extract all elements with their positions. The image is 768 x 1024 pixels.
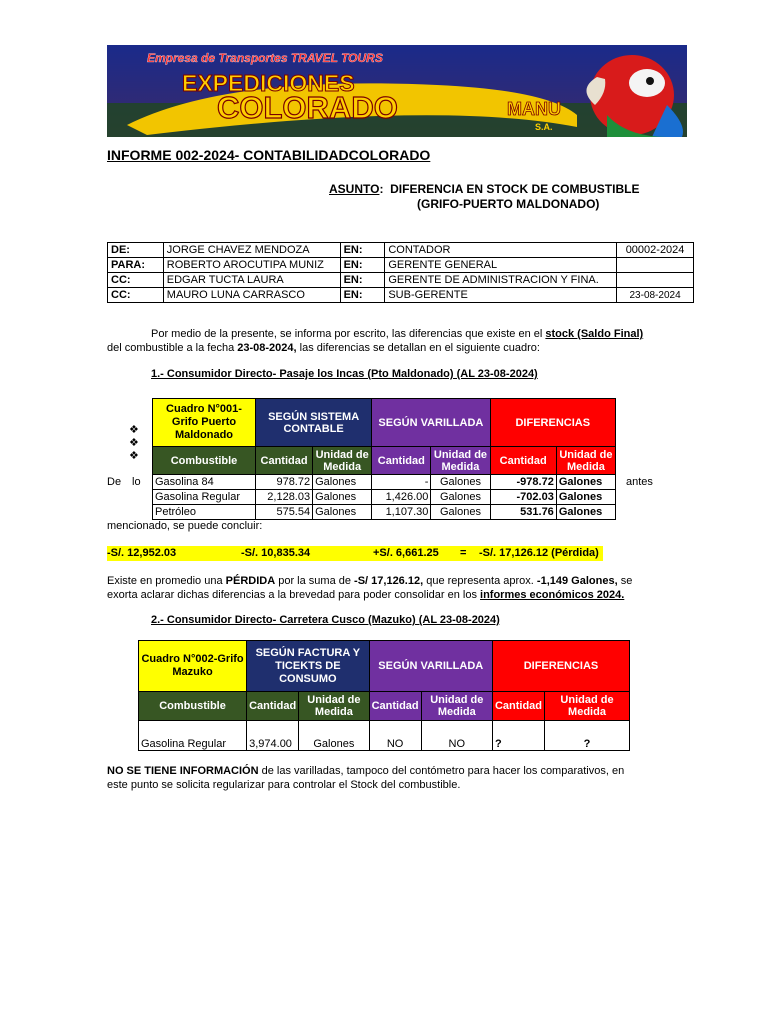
dipstick-unit: Galones <box>431 490 490 505</box>
document-number: 00002-2024 <box>617 243 694 258</box>
table2-header-row <box>139 641 630 692</box>
bullet-icon: ❖ <box>129 437 139 449</box>
fuel-name: Gasolina 84 <box>153 475 256 490</box>
difference-unit: Galones <box>556 505 615 520</box>
table2-unidad-header: Unidad de Medida <box>421 692 492 721</box>
intro-text-3: las diferencias se detallan en el siguiente cuadro: <box>299 342 540 354</box>
fuel-table-2 <box>138 640 630 751</box>
invoice-unit: Galones <box>299 721 369 751</box>
loss-text-3: que representa aprox. <box>426 575 534 587</box>
header-role: GERENTE GENERAL <box>385 258 617 273</box>
subject-line2: (GRIFO-PUERTO MALDONADO) <box>417 197 600 211</box>
table1-cantidad-header: Cantidad <box>490 447 556 475</box>
summary-value-c: +S/. 6,661.25 <box>373 547 439 559</box>
document-date: 23-08-2024 <box>617 288 694 303</box>
header-en: EN: <box>340 243 385 258</box>
closing-paragraph <box>107 764 667 792</box>
system-quantity: 575.54 <box>256 505 313 520</box>
header-name: JORGE CHAVEZ MENDOZA <box>163 243 340 258</box>
closing-text-1: de las varilladas, tampoco del contómetro para hacer los comparativos, en <box>261 765 625 777</box>
table2-cantidad-header: Cantidad <box>492 692 544 721</box>
difference-quantity: 531.76 <box>490 505 556 520</box>
intro-text-2: del combustible a la fecha <box>107 342 235 354</box>
bullet-icon: ❖ <box>129 450 139 462</box>
intro-text-1: Por medio de la presente, se informa por escrito, las diferencias que existe en el <box>151 328 543 340</box>
header-key: PARA: <box>108 258 164 273</box>
table1-combustible-header: Combustible <box>153 447 256 475</box>
header-en: EN: <box>340 258 385 273</box>
system-unit: Galones <box>313 475 372 490</box>
summary-value-b: -S/. 10,835.34 <box>241 547 311 559</box>
fuel-name: Gasolina Regular <box>153 490 256 505</box>
table-row <box>153 490 616 505</box>
difference-quantity: -702.03 <box>490 490 556 505</box>
header-row <box>108 288 694 303</box>
summary-equals: = <box>460 547 467 559</box>
table1-unidad-header: Unidad de Medida <box>556 447 615 475</box>
loss-reports: informes económicos 2024. <box>480 589 625 601</box>
dipstick-quantity: NO <box>369 721 421 751</box>
intro-bold-1: stock (Saldo Final) <box>545 328 644 340</box>
difference-unit: Galones <box>556 475 615 490</box>
header-extra <box>617 258 694 273</box>
loss-text-5: exorta aclarar dichas diferencias a la brevedad para poder consolidar en los <box>107 589 477 601</box>
table2-varillada-header: SEGÚN VARILLADA <box>369 641 492 692</box>
header-key: DE: <box>108 243 164 258</box>
dipstick-unit: Galones <box>431 475 490 490</box>
table1-header-row <box>153 399 616 447</box>
summary-value-a: -S/. 12,952.03 <box>107 547 177 559</box>
bullet-icon: ❖ <box>129 424 139 436</box>
closing-bold: NO SE TIENE INFORMACIÓN <box>107 765 259 777</box>
loss-gallons: -1,149 Galones, <box>536 575 618 587</box>
table2-factura-header: SEGÚN FACTURA Y TICEKTS DE CONSUMO <box>247 641 369 692</box>
header-role: GERENTE DE ADMINISTRACION Y FINA. <box>385 273 617 288</box>
loss-amount: -S/ 17,126.12, <box>354 575 424 587</box>
subject-colon: : <box>379 182 384 196</box>
header-name: ROBERTO AROCUTIPA MUNIZ <box>163 258 340 273</box>
subject-line1: DIFERENCIA EN STOCK DE COMBUSTIBLE <box>390 182 640 196</box>
header-role: CONTADOR <box>385 243 617 258</box>
header-row <box>108 258 694 273</box>
fuel-name: Gasolina Regular <box>139 721 247 751</box>
header-table <box>107 242 694 303</box>
table1-diferencias-header: DIFERENCIAS <box>490 399 615 447</box>
dipstick-quantity: - <box>372 475 431 490</box>
closing-text-2: este punto se solicita regularizar para controlar el Stock del combustible. <box>107 779 461 791</box>
table1-varillada-header: SEGÚN VARILLADA <box>372 399 490 447</box>
report-title: INFORME 002-2024- CONTABILIDADCOLORADO <box>107 147 431 163</box>
banner-graphic <box>107 45 687 137</box>
section1-title: 1.- Consumidor Directo- Pasaje los Incas (Pto Maldonado) (AL 23-08-2024) <box>151 368 538 380</box>
intro-date: 23-08-2024, <box>237 342 297 354</box>
loss-paragraph <box>107 574 667 602</box>
table1-cantidad-header: Cantidad <box>256 447 313 475</box>
header-key: CC: <box>108 288 164 303</box>
difference-quantity: ? <box>492 721 544 751</box>
dipstick-unit: Galones <box>431 505 490 520</box>
loss-text-1: Existe en promedio una <box>107 575 223 587</box>
side-text-de: De <box>107 476 122 488</box>
table2-unidad-header: Unidad de Medida <box>299 692 369 721</box>
banner-manu: MANU <box>507 99 561 119</box>
dipstick-quantity: 1,426.00 <box>372 490 431 505</box>
header-extra <box>617 273 694 288</box>
table2-diferencias-header: DIFERENCIAS <box>492 641 629 692</box>
side-text-antes: antes <box>626 476 653 488</box>
header-row <box>108 273 694 288</box>
table1-unidad-header: Unidad de Medida <box>313 447 372 475</box>
summary-total: -S/. 17,126.12 (Pérdida) <box>479 547 599 559</box>
banner-line1: EXPEDICIONES <box>182 70 355 96</box>
system-unit: Galones <box>313 490 372 505</box>
header-role: SUB-GERENTE <box>385 288 617 303</box>
subject-label: ASUNTO <box>329 182 380 196</box>
header-en: EN: <box>340 273 385 288</box>
header-en: EN: <box>340 288 385 303</box>
conclusion-intro: mencionado, se puede concluir: <box>107 520 263 532</box>
subject-block <box>329 182 639 212</box>
loss-text-4: se <box>620 575 633 587</box>
header-row <box>108 243 694 258</box>
table1-sistema-header: SEGÚN SISTEMA CONTABLE <box>256 399 372 447</box>
table2-cuadro-label: Cuadro N°002-Grifo Mazuko <box>139 641 247 692</box>
difference-quantity: -978.72 <box>490 475 556 490</box>
header-name: MAURO LUNA CARRASCO <box>163 288 340 303</box>
fuel-table-1 <box>152 398 616 520</box>
difference-unit: ? <box>545 721 630 751</box>
table2-combustible-header: Combustible <box>139 692 247 721</box>
banner-sa: S.A. <box>535 122 553 132</box>
section2-title: 2.- Consumidor Directo- Carretera Cusco (Mazuko) (AL 23-08-2024) <box>151 614 500 626</box>
summary-bar <box>107 546 603 561</box>
side-text-lo: lo <box>132 476 141 488</box>
system-quantity: 978.72 <box>256 475 313 490</box>
header-name: EDGAR TUCTA LAURA <box>163 273 340 288</box>
intro-paragraph <box>107 327 667 355</box>
table-row <box>153 475 616 490</box>
invoice-quantity: 3,974.00 <box>247 721 299 751</box>
table-row <box>139 721 630 751</box>
table2-cantidad-header: Cantidad <box>247 692 299 721</box>
table1-cantidad-header: Cantidad <box>372 447 431 475</box>
fuel-name: Petróleo <box>153 505 256 520</box>
loss-text-2: por la suma de <box>278 575 351 587</box>
banner-top-text: Empresa de Transportes TRAVEL TOURS <box>147 51 383 65</box>
table-row <box>153 505 616 520</box>
system-unit: Galones <box>313 505 372 520</box>
table1-subheader-row <box>153 447 616 475</box>
company-banner <box>107 45 687 137</box>
system-quantity: 2,128.03 <box>256 490 313 505</box>
table1-cuadro-label: Cuadro N°001-Grifo Puerto Maldonado <box>153 399 256 447</box>
difference-unit: Galones <box>556 490 615 505</box>
dipstick-unit: NO <box>421 721 492 751</box>
bullet-list <box>129 424 139 463</box>
loss-bold-1: PÉRDIDA <box>225 575 276 587</box>
table2-unidad-header: Unidad de Medida <box>545 692 630 721</box>
dipstick-quantity: 1,107.30 <box>372 505 431 520</box>
table1-unidad-header: Unidad de Medida <box>431 447 490 475</box>
header-key: CC: <box>108 273 164 288</box>
banner-line2: COLORADO <box>217 90 398 125</box>
table2-subheader-row <box>139 692 630 721</box>
table2-cantidad-header: Cantidad <box>369 692 421 721</box>
